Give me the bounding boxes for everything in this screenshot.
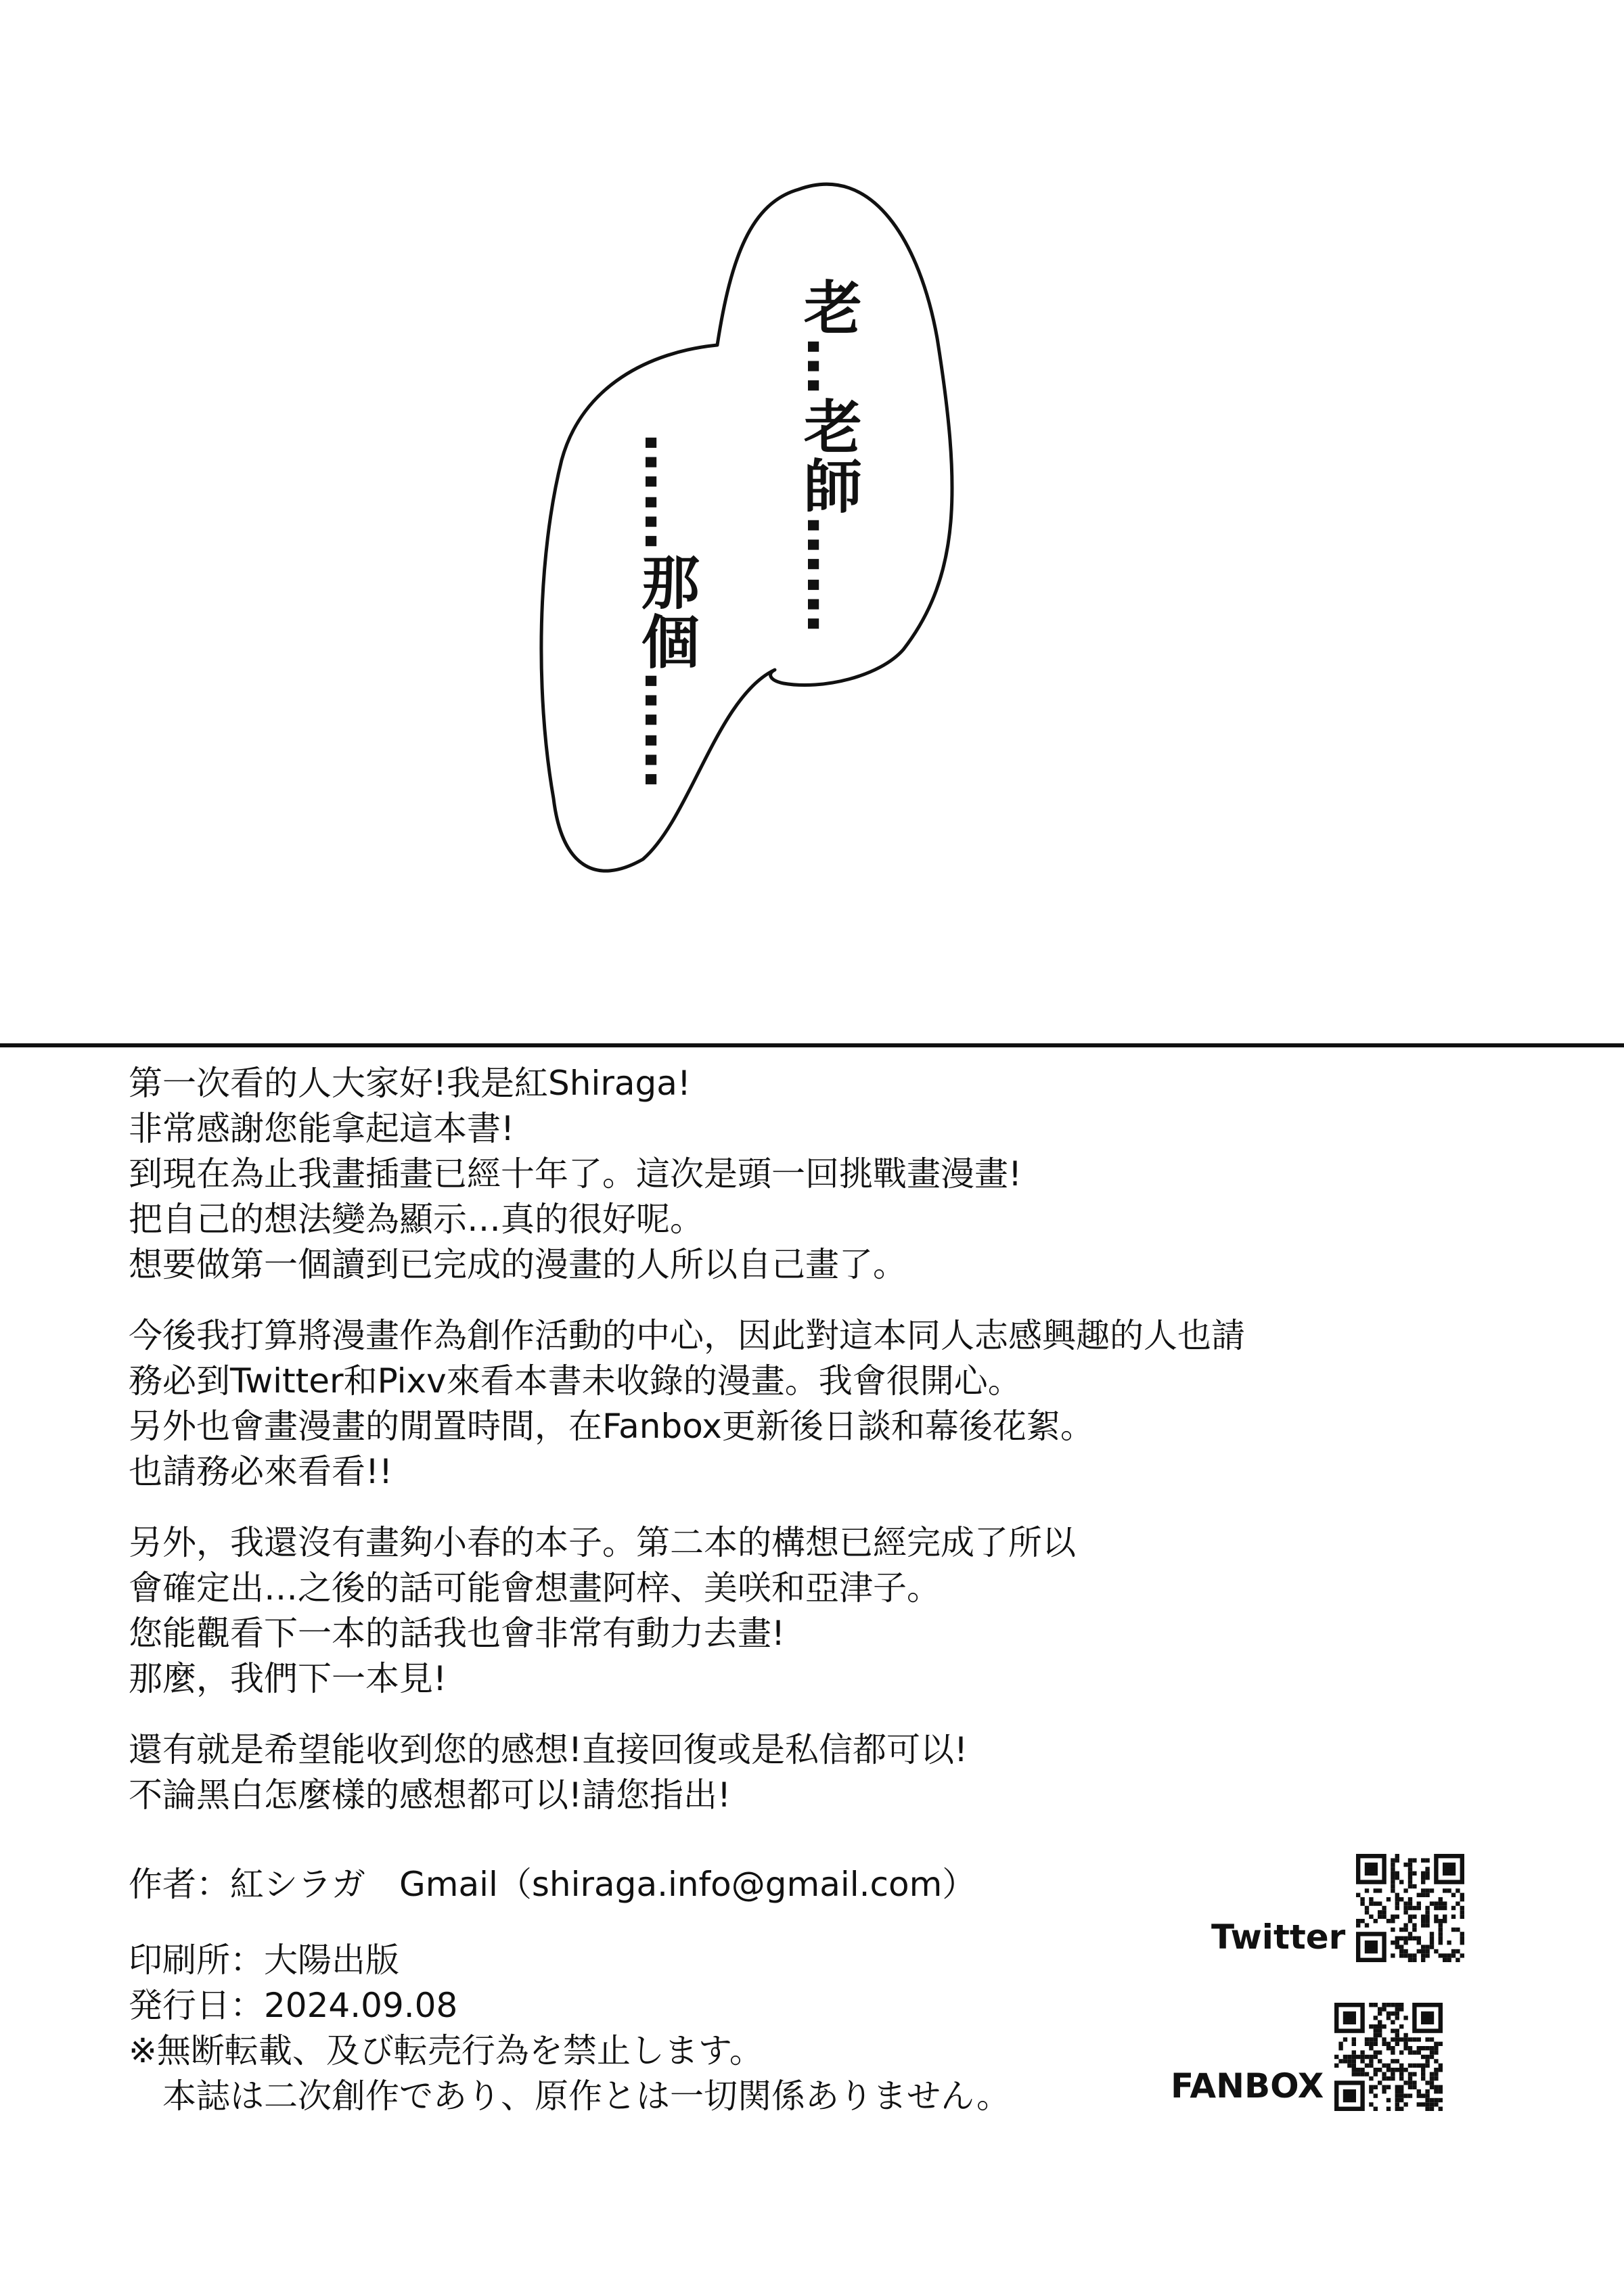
text-line: 那麼，我們下一本見! bbox=[129, 1659, 447, 1698]
text-line: 今後我打算將漫畫作為創作活動的中心，因此對這本同人志感興趣的人也請 bbox=[129, 1316, 1245, 1355]
text-line: 第一次看的人大家好!我是紅Shiraga! bbox=[129, 1064, 691, 1103]
afterword bbox=[129, 1061, 1414, 1844]
section-divider bbox=[0, 1043, 1624, 1047]
text-line: 不論黑白怎麼樣的感想都可以!請您指出! bbox=[129, 1775, 731, 1815]
notice-line: ※無断転載、及び転売行為を禁止します。 bbox=[129, 2031, 763, 2070]
fanbox-qr-block bbox=[1171, 2003, 1443, 2111]
text-line: 另外也會畫漫畫的閒置時間，在Fanbox更新後日談和幕後花絮。 bbox=[129, 1407, 1094, 1446]
text-line: 會確定出…之後的話可能會想畫阿梓、美咲和亞津子。 bbox=[129, 1568, 941, 1608]
text-line: 想要做第一個讀到已完成的漫畫的人所以自己畫了。 bbox=[129, 1245, 907, 1284]
text-line: 您能觀看下一本的話我也會非常有動力去畫! bbox=[129, 1614, 786, 1653]
printer-line: 印刷所：大陽出版 bbox=[129, 1940, 399, 1980]
author-line: 作者：紅シラガ Gmail（shiraga.info@gmail.com） bbox=[129, 1865, 976, 1904]
text-line: 另外，我還沒有畫夠小春的本子。第二本的構想已經完成了所以 bbox=[129, 1523, 1076, 1562]
text-line: 把自己的想法變為顯示…真的很好呢。 bbox=[129, 1200, 704, 1239]
text-line: 還有就是希望能收到您的感想!直接回復或是私信都可以! bbox=[129, 1730, 968, 1769]
fanbox-label: FANBOX bbox=[1171, 2066, 1324, 2106]
speech-bubble-outline bbox=[541, 184, 952, 871]
text-line: 非常感謝您能拿起這本書! bbox=[129, 1109, 515, 1148]
bubble-line-1: 老…老師…… bbox=[794, 277, 861, 635]
notice-line: 本誌は二次創作であり、原作とは一切関係ありません。 bbox=[162, 2076, 1010, 2116]
colophon bbox=[129, 1862, 1144, 2119]
text-line: 也請務必來看看!! bbox=[129, 1452, 393, 1491]
afterword-paragraph-3 bbox=[129, 1520, 1414, 1702]
twitter-qr-block bbox=[1211, 1854, 1464, 1962]
afterword-paragraph-4 bbox=[129, 1727, 1414, 1818]
text-line: 務必到Twitter和Pixv來看本書未收錄的漫畫。我會很開心。 bbox=[129, 1361, 1022, 1401]
afterword-paragraph-1 bbox=[129, 1061, 1414, 1288]
twitter-qr-code-icon[interactable] bbox=[1356, 1854, 1464, 1962]
issue-date-line: 発行日：2024.09.08 bbox=[129, 1986, 458, 2025]
twitter-label: Twitter bbox=[1211, 1917, 1346, 1957]
afterword-paragraph-2 bbox=[129, 1313, 1414, 1495]
text-line: 到現在為止我畫插畫已經十年了。這次是頭一回挑戰畫漫畫! bbox=[129, 1154, 1022, 1194]
fanbox-qr-code-icon[interactable] bbox=[1334, 2003, 1443, 2111]
bubble-line-2: ……那個…… bbox=[631, 433, 699, 790]
